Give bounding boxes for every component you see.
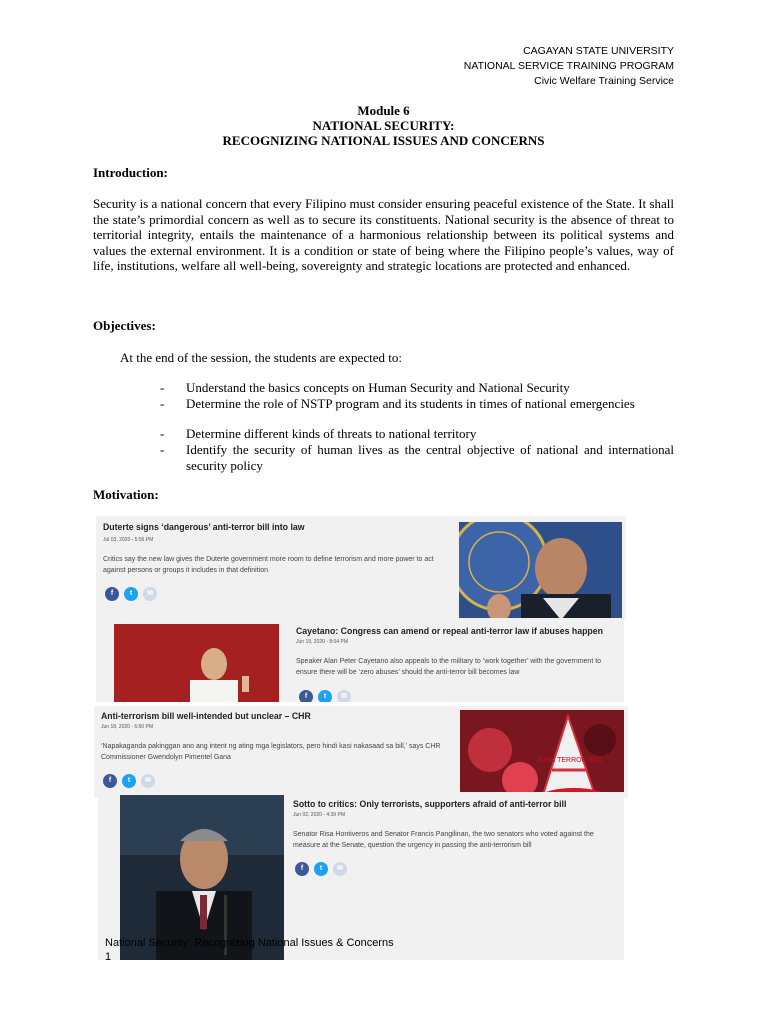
bullet-dash: - [160, 380, 165, 395]
facebook-icon[interactable]: f [103, 774, 117, 788]
duterte-photo [459, 522, 622, 620]
university-name: CAGAYAN STATE UNIVERSITY [523, 45, 674, 57]
bullet-dash: - [160, 396, 165, 411]
objective-item [160, 380, 674, 396]
service-name: Civic Welfare Training Service [534, 75, 674, 87]
bullet-dash: - [160, 442, 165, 457]
objective-text: Determine the role of NSTP program and its students in times of national emergencies [186, 396, 635, 411]
news-date: Jun 19, 2020 - 8:04 PM [296, 639, 348, 645]
page-footer [105, 936, 394, 964]
email-icon[interactable]: ✉ [141, 774, 155, 788]
news-card-chr [94, 706, 628, 798]
news-title: Sotto to critics: Only terrorists, supporters afraid of anti-terror bill [293, 799, 567, 810]
objectives-heading: Objectives: [93, 318, 156, 333]
program-name: NATIONAL SERVICE TRAINING PROGRAM [463, 60, 674, 72]
module-title-line-1: NATIONAL SECURITY: [312, 118, 455, 133]
facebook-icon[interactable]: f [295, 862, 309, 876]
news-body: Critics say the new law gives the Duterte government more room to define terrorism and more power to act against persons or groups it includes in that definition [103, 556, 434, 574]
hat-text: JUNK TERROR BILL [537, 757, 603, 764]
news-card-sotto [98, 792, 624, 960]
document-header [464, 44, 674, 89]
news-title: Anti-terrorism bill well-intended but unclear – CHR [101, 711, 311, 722]
news-body: Speaker Alan Peter Cayetano also appeals to the military to ‘work together’ with the government to ensure there will be ‘zero abuses’ should the anti-terror bill becomes law [296, 658, 602, 676]
motivation-heading: Motivation: [93, 487, 159, 502]
objective-item [160, 442, 674, 473]
bullet-dash: - [160, 426, 165, 441]
twitter-icon[interactable]: t [122, 774, 136, 788]
introduction-paragraph: Security is a national concern that every Filipino must consider ensuring peaceful existence of the State. It shall the state’s primordial concern as well as to secure its constituents. National security is the absence of threat to territorial integrity, entails the maintenance of a harmonious relationship between its political systems and values the external environment. It is a condition or state of being where the Filipino people’s values, way of life, institutions, welfare all well-being, sovereignty and strategic locations are protected and enhanced. [93, 196, 674, 274]
news-body: ‘Napakaganda pakinggan ano ang intent ng ating mga legislators, pero hindi kasi nakasaad sa bill,’ says CHR Commissioner Gwendolyn Pimentel Gana [101, 743, 441, 761]
module-number: Module 6 [357, 103, 410, 118]
share-buttons [299, 690, 351, 702]
twitter-icon[interactable]: t [314, 862, 328, 876]
module-title-block [93, 103, 674, 148]
news-date: Jul 03, 2020 - 5:56 PM [103, 537, 154, 543]
share-buttons [295, 862, 347, 876]
news-date: Jun 18, 2020 - 6:50 PM [101, 724, 153, 730]
cayetano-photo [114, 624, 279, 702]
objective-text: Determine different kinds of threats to national territory [186, 426, 477, 441]
news-title: Duterte signs ‘dangerous’ anti-terror bill into law [103, 522, 305, 533]
facebook-icon[interactable]: f [299, 690, 313, 702]
share-buttons [105, 587, 157, 601]
email-icon[interactable]: ✉ [337, 690, 351, 702]
introduction-heading: Introduction: [93, 165, 168, 180]
news-date: Jun 02, 2020 - 4:39 PM [293, 812, 345, 818]
module-title-line-2: RECOGNIZING NATIONAL ISSUES AND CONCERNS [222, 133, 545, 148]
news-body: Senator Risa Hontiveros and Senator Francis Pangilinan, the two senators who voted against the measure at the Senate, question the urgency in passing the anti-terrorism bill [293, 831, 594, 849]
objective-text: Identify the security of human lives as the central objective of national and international security policy [186, 442, 674, 473]
twitter-icon[interactable]: t [318, 690, 332, 702]
email-icon[interactable]: ✉ [333, 862, 347, 876]
email-icon[interactable]: ✉ [143, 587, 157, 601]
objective-item [160, 396, 674, 412]
news-card-cayetano [96, 618, 624, 702]
facebook-icon[interactable]: f [105, 587, 119, 601]
footer-text: National Security: Recognizing National Issues & Concerns [105, 937, 394, 949]
objective-item [160, 426, 674, 442]
share-buttons [103, 774, 155, 788]
objective-text: Understand the basics concepts on Human Security and National Security [186, 380, 570, 395]
news-title: Cayetano: Congress can amend or repeal anti-terror law if abuses happen [296, 626, 603, 637]
news-card-duterte [96, 516, 626, 620]
page-number: 1 [105, 951, 112, 963]
objectives-intro: At the end of the session, the students are expected to: [120, 350, 402, 365]
protest-photo [460, 710, 624, 798]
twitter-icon[interactable]: t [124, 587, 138, 601]
